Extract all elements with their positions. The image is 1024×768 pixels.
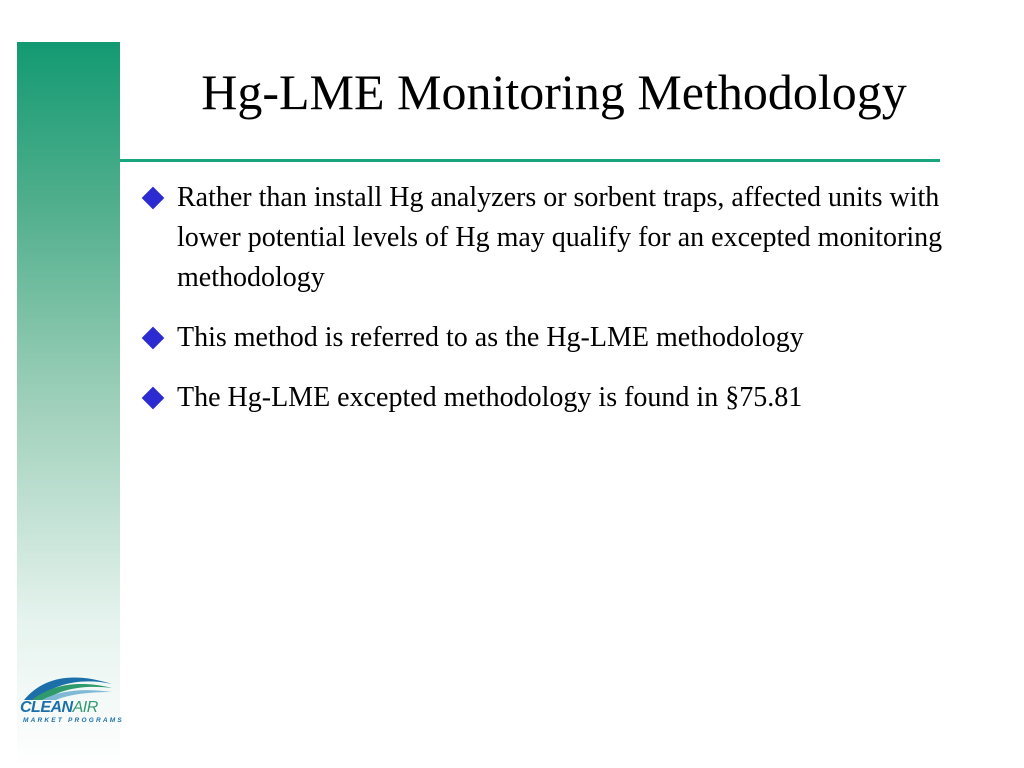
logo-subtitle: MARKET PROGRAMS [23,717,124,724]
logo-word-air: AIR [72,699,98,716]
bullet-text: The Hg-LME excepted methodology is found in §75.81 [177,382,803,413]
bullet-item [141,178,976,298]
bullet-item [141,318,976,358]
slide-title: Hg-LME Monitoring Methodology [201,64,907,120]
diamond-icon [142,187,165,210]
side-gradient-bar [17,42,120,768]
bullet-text: This method is referred to as the Hg-LME methodology [177,322,804,353]
diamond-icon [142,327,165,350]
diamond-icon [142,387,165,410]
wave-logo-icon [22,672,114,702]
bullet-item [141,378,976,418]
bullet-list [141,178,976,438]
logo-word-clean: CLEAN [20,699,73,716]
bullet-text: Rather than install Hg analyzers or sorbent traps, affected units with lower potential levels of Hg may qualify for an excepted monitoring methodology [177,182,943,293]
title-divider [120,159,940,162]
clean-air-markets-logo [18,672,124,728]
logo-wordmark [20,699,98,717]
